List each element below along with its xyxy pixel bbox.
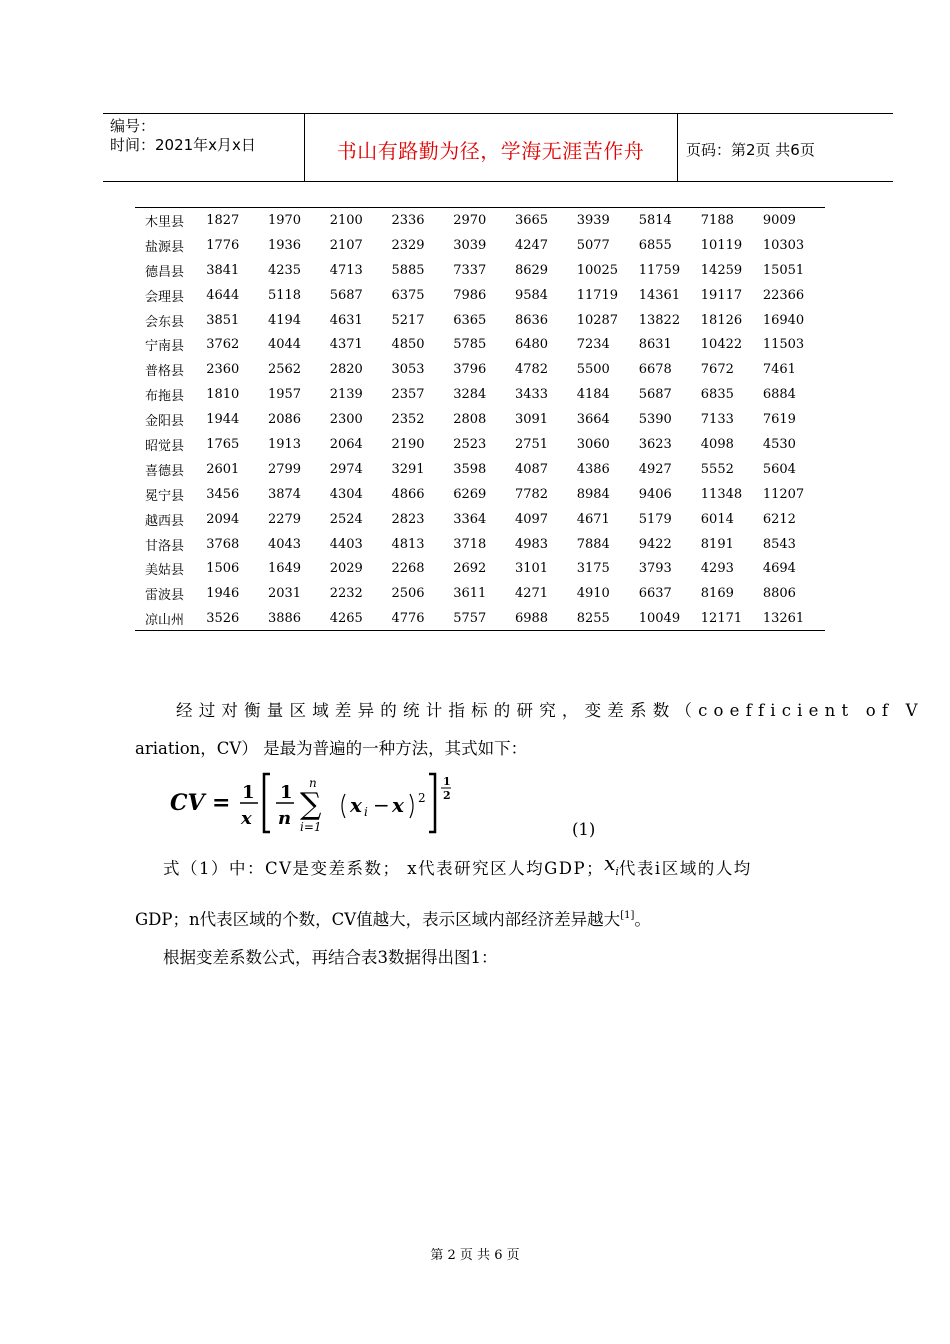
gdp-value-cell: 6365 xyxy=(453,312,487,328)
gdp-value-cell: 5687 xyxy=(638,387,672,403)
gdp-value-cell: 3939 xyxy=(576,212,610,228)
gdp-value-cell: 3623 xyxy=(638,436,672,452)
gdp-value-cell: 5604 xyxy=(762,461,796,477)
formula-right-bracket xyxy=(429,774,435,832)
header-time-label: 时间：2021年x月x日 xyxy=(110,136,256,154)
formula-right-paren xyxy=(410,794,413,818)
gdp-value-cell: 7672 xyxy=(700,362,734,378)
table-row xyxy=(135,357,825,382)
table-row xyxy=(135,432,825,457)
gdp-value-cell: 11719 xyxy=(576,287,619,303)
gdp-value-cell: 5552 xyxy=(700,461,734,477)
gdp-value-cell: 11503 xyxy=(762,337,805,353)
formula-exp-den: 2 xyxy=(443,789,451,802)
gdp-value-cell: 1970 xyxy=(267,212,302,228)
gdp-value-cell: 6269 xyxy=(453,486,487,502)
table-row xyxy=(135,233,825,258)
gdp-value-cell: 2300 xyxy=(329,412,363,428)
gdp-value-cell: 2692 xyxy=(453,561,487,577)
county-name-cell: 德昌县 xyxy=(145,264,185,280)
gdp-value-cell: 8631 xyxy=(638,337,672,353)
gdp-value-cell: 3874 xyxy=(267,486,302,502)
citation-ref[interactable]: [1] xyxy=(620,910,635,921)
formula-left-paren xyxy=(342,794,345,818)
gdp-value-cell: 8984 xyxy=(576,486,610,502)
gdp-value-cell: 11348 xyxy=(700,486,743,502)
gdp-value-cell: 7133 xyxy=(700,412,734,428)
gdp-value-cell: 3039 xyxy=(453,237,487,253)
gdp-value-cell: 9406 xyxy=(638,486,672,502)
paragraph-definition-b: 代表i区域的人均 xyxy=(618,859,752,878)
gdp-value-cell: 10303 xyxy=(762,237,805,253)
formula-frac2-num: 1 xyxy=(280,782,293,803)
paragraph-figure-intro: 根据变差系数公式，再结合表3数据得出图1： xyxy=(163,948,498,967)
formula-square: 2 xyxy=(418,791,426,805)
gdp-value-cell: 1649 xyxy=(267,561,302,577)
header-bottom-rule xyxy=(103,181,893,182)
gdp-value-cell: 2524 xyxy=(329,511,363,527)
gdp-value-cell: 4983 xyxy=(514,536,549,552)
gdp-value-cell: 2029 xyxy=(329,561,363,577)
gdp-value-cell: 3060 xyxy=(576,436,610,452)
table-row xyxy=(135,457,825,482)
gdp-value-cell: 4403 xyxy=(329,536,363,552)
gdp-value-cell: 5179 xyxy=(638,511,672,527)
county-name-cell: 木里县 xyxy=(145,214,185,230)
gdp-value-cell: 4098 xyxy=(700,436,734,452)
gdp-value-cell: 2268 xyxy=(391,561,425,577)
county-name-cell: 冕宁县 xyxy=(145,488,185,504)
gdp-value-cell: 4694 xyxy=(762,561,796,577)
gdp-value-cell: 7782 xyxy=(514,486,549,502)
gdp-value-cell: 13822 xyxy=(638,312,681,328)
gdp-value-cell: 13261 xyxy=(762,611,805,627)
gdp-value-cell: 8191 xyxy=(700,536,734,552)
gdp-value-cell: 4293 xyxy=(700,561,734,577)
gdp-value-cell: 6014 xyxy=(700,511,734,527)
gdp-value-cell: 2107 xyxy=(329,237,363,253)
gdp-value-cell: 3091 xyxy=(514,412,549,428)
header-divider-right xyxy=(677,113,678,181)
gdp-value-cell: 16940 xyxy=(762,312,805,328)
table-row xyxy=(135,606,825,631)
gdp-value-cell: 19117 xyxy=(700,287,743,303)
gdp-value-cell: 5785 xyxy=(453,337,487,353)
gdp-value-cell: 1944 xyxy=(206,412,240,428)
gdp-value-cell: 4044 xyxy=(267,337,302,353)
header-number-label: 编号： xyxy=(110,117,156,135)
gdp-value-cell: 12171 xyxy=(700,611,743,627)
gdp-value-cell: 3886 xyxy=(267,611,302,627)
cv-formula xyxy=(170,770,470,836)
formula-exp-num: 1 xyxy=(443,775,451,788)
gdp-value-cell: 8169 xyxy=(700,586,734,602)
gdp-value-cell: 5687 xyxy=(329,287,363,303)
gdp-value-cell: 2974 xyxy=(329,461,363,477)
gdp-value-cell: 2094 xyxy=(206,511,240,527)
gdp-value-cell: 22366 xyxy=(762,287,805,303)
gdp-value-cell: 1946 xyxy=(206,586,240,602)
gdp-value-cell: 7461 xyxy=(762,362,796,378)
gdp-value-cell: 7619 xyxy=(762,412,796,428)
formula-frac2-den: n xyxy=(278,808,292,829)
table-row xyxy=(135,308,825,333)
table-row xyxy=(135,556,825,581)
county-name-cell: 凉山州 xyxy=(145,613,185,629)
gdp-value-cell: 2232 xyxy=(329,586,363,602)
gdp-value-cell: 2139 xyxy=(329,387,363,403)
gdp-value-cell: 2100 xyxy=(329,212,363,228)
gdp-table xyxy=(135,208,825,631)
gdp-value-cell: 1827 xyxy=(206,212,240,228)
gdp-value-cell: 1776 xyxy=(206,237,240,253)
formula-equals: = xyxy=(212,790,231,816)
table-row xyxy=(135,482,825,507)
gdp-value-cell: 4671 xyxy=(576,511,610,527)
gdp-value-cell: 5118 xyxy=(267,287,302,303)
gdp-value-cell: 2329 xyxy=(391,237,425,253)
county-name-cell: 普格县 xyxy=(145,364,185,380)
paragraph-intro: 经过对衡量区域差异的统计指标的研究，变差系数（coefficient of V xyxy=(176,701,924,720)
county-name-cell: 越西县 xyxy=(145,513,185,529)
gdp-value-cell: 9422 xyxy=(638,536,672,552)
gdp-value-cell: 2751 xyxy=(514,436,549,452)
gdp-value-cell: 4247 xyxy=(514,237,549,253)
gdp-value-cell: 3433 xyxy=(514,387,549,403)
gdp-value-cell: 4265 xyxy=(329,611,363,627)
gdp-value-cell: 3598 xyxy=(453,461,487,477)
gdp-value-cell: 6884 xyxy=(762,387,796,403)
gdp-value-cell: 2086 xyxy=(267,412,302,428)
gdp-value-cell: 4386 xyxy=(576,461,610,477)
gdp-value-cell: 3175 xyxy=(576,561,610,577)
gdp-value-cell: 6212 xyxy=(762,511,796,527)
gdp-value-cell: 3364 xyxy=(453,511,487,527)
paragraph-definition-a: 式（1）中：CV是变差系数； x代表研究区人均GDP； xyxy=(163,859,605,878)
county-name-cell: 雷波县 xyxy=(145,588,185,604)
table-row xyxy=(135,581,825,606)
table-row xyxy=(135,283,825,308)
gdp-value-cell: 9009 xyxy=(762,212,796,228)
gdp-value-cell: 1957 xyxy=(267,387,302,403)
gdp-value-cell: 2820 xyxy=(329,362,363,378)
county-name-cell: 金阳县 xyxy=(145,414,185,430)
gdp-value-cell: 4813 xyxy=(391,536,425,552)
table-row xyxy=(135,532,825,557)
table-row xyxy=(135,382,825,407)
gdp-value-cell: 3291 xyxy=(391,461,425,477)
paragraph-intro-cont: ariation，CV） 是最为普遍的一种方法，其式如下： xyxy=(135,739,528,758)
gdp-value-cell: 6835 xyxy=(700,387,734,403)
gdp-value-cell: 9584 xyxy=(514,287,549,303)
gdp-value-cell: 14259 xyxy=(700,262,743,278)
gdp-value-cell: 3526 xyxy=(206,611,240,627)
gdp-value-cell: 6678 xyxy=(638,362,672,378)
paragraph-definition xyxy=(163,851,752,882)
gdp-value-cell: 2523 xyxy=(453,436,487,452)
gdp-value-cell: 2562 xyxy=(267,362,302,378)
gdp-value-cell: 11759 xyxy=(638,262,681,278)
gdp-value-cell: 2190 xyxy=(391,436,425,452)
header-top-rule xyxy=(103,113,893,114)
gdp-value-cell: 1506 xyxy=(206,561,240,577)
formula-sum-top: n xyxy=(309,776,317,790)
gdp-value-cell: 2352 xyxy=(391,412,425,428)
gdp-value-cell: 4371 xyxy=(329,337,363,353)
xi-symbol: $x_i$ xyxy=(604,851,619,878)
county-name-cell: 美姑县 xyxy=(145,563,185,579)
county-name-cell: 盐源县 xyxy=(145,239,185,255)
county-name-cell: 甘洛县 xyxy=(145,538,185,554)
gdp-value-cell: 6375 xyxy=(391,287,425,303)
gdp-value-cell: 4304 xyxy=(329,486,363,502)
gdp-value-cell: 7188 xyxy=(700,212,734,228)
formula-xi: x xyxy=(350,793,362,817)
gdp-value-cell: 10422 xyxy=(700,337,743,353)
gdp-value-cell: 1936 xyxy=(267,237,302,253)
formula-lhs: CV xyxy=(170,790,205,816)
page-footer: 第 2 页 共 6 页 xyxy=(430,1248,520,1263)
gdp-value-cell: 3796 xyxy=(453,362,487,378)
formula-frac1-num: 1 xyxy=(242,782,255,803)
gdp-value-cell: 3456 xyxy=(206,486,240,502)
gdp-value-cell: 2357 xyxy=(391,387,425,403)
gdp-value-cell: 1765 xyxy=(206,436,240,452)
gdp-value-cell: 7986 xyxy=(453,287,487,303)
county-name-cell: 会东县 xyxy=(145,314,185,330)
table-bottom-rule xyxy=(135,630,825,631)
gdp-value-cell: 4850 xyxy=(391,337,425,353)
header-page-code: 页码：第2页 共6页 xyxy=(686,141,815,159)
gdp-value-cell: 5885 xyxy=(391,262,425,278)
table-row xyxy=(135,332,825,357)
gdp-value-cell: 3284 xyxy=(453,387,487,403)
gdp-value-cell: 3841 xyxy=(206,262,240,278)
table-row xyxy=(135,208,825,233)
gdp-value-cell: 3611 xyxy=(453,586,487,602)
gdp-value-cell: 2601 xyxy=(206,461,240,477)
gdp-value-cell: 6855 xyxy=(638,237,672,253)
formula-xi-sub: i xyxy=(364,805,368,819)
county-name-cell: 布拖县 xyxy=(145,389,185,405)
formula-sum-bottom: i=1 xyxy=(300,820,322,834)
gdp-value-cell: 6637 xyxy=(638,586,672,602)
gdp-value-cell: 10049 xyxy=(638,611,681,627)
gdp-value-cell: 5500 xyxy=(576,362,610,378)
gdp-value-cell: 4713 xyxy=(329,262,363,278)
gdp-value-cell: 2360 xyxy=(206,362,240,378)
gdp-value-cell: 4866 xyxy=(391,486,425,502)
gdp-value-cell: 2336 xyxy=(391,212,425,228)
gdp-value-cell: 4043 xyxy=(267,536,302,552)
gdp-value-cell: 3665 xyxy=(514,212,549,228)
gdp-value-cell: 2823 xyxy=(391,511,425,527)
formula-x-mean: x xyxy=(392,793,404,817)
formula-frac1-den: x xyxy=(241,808,252,829)
gdp-value-cell: 3101 xyxy=(514,561,549,577)
equation-number: (1) xyxy=(572,820,596,839)
gdp-value-cell: 2970 xyxy=(453,212,487,228)
gdp-value-cell: 3762 xyxy=(206,337,240,353)
gdp-value-cell: 3768 xyxy=(206,536,240,552)
county-name-cell: 会理县 xyxy=(145,289,185,305)
formula-minus: − xyxy=(373,793,390,817)
gdp-value-cell: 8255 xyxy=(576,611,610,627)
gdp-value-cell: 18126 xyxy=(700,312,743,328)
gdp-value-cell: 8629 xyxy=(514,262,549,278)
table-row xyxy=(135,258,825,283)
gdp-value-cell: 3664 xyxy=(576,412,610,428)
gdp-value-cell: 14361 xyxy=(638,287,681,303)
gdp-value-cell: 7884 xyxy=(576,536,610,552)
gdp-value-cell: 4530 xyxy=(762,436,796,452)
gdp-value-cell: 4782 xyxy=(514,362,549,378)
county-name-cell: 喜德县 xyxy=(145,463,185,479)
gdp-value-cell: 4097 xyxy=(514,511,549,527)
gdp-value-cell: 10025 xyxy=(576,262,619,278)
gdp-value-cell: 4776 xyxy=(391,611,425,627)
county-name-cell: 宁南县 xyxy=(145,339,185,355)
gdp-value-cell: 11207 xyxy=(762,486,805,502)
gdp-value-cell: 8636 xyxy=(514,312,549,328)
paragraph-definition-cont: GDP；n代表区域的个数，CV值越大，表示区域内部经济差异越大[1]。 xyxy=(135,910,651,929)
gdp-value-cell: 5757 xyxy=(453,611,487,627)
gdp-value-cell: 7337 xyxy=(453,262,487,278)
gdp-value-cell: 10119 xyxy=(700,237,743,253)
gdp-value-cell: 6480 xyxy=(514,337,549,353)
gdp-value-cell: 5390 xyxy=(638,412,672,428)
gdp-value-cell: 2279 xyxy=(267,511,302,527)
gdp-value-cell: 3793 xyxy=(638,561,672,577)
gdp-value-cell: 10287 xyxy=(576,312,619,328)
gdp-value-cell: 5217 xyxy=(391,312,425,328)
gdp-value-cell: 3718 xyxy=(453,536,487,552)
gdp-value-cell: 3851 xyxy=(206,312,240,328)
gdp-value-cell: 4631 xyxy=(329,312,363,328)
gdp-value-cell: 6988 xyxy=(514,611,549,627)
formula-sigma: ∑ xyxy=(300,787,322,822)
gdp-value-cell: 1810 xyxy=(206,387,240,403)
gdp-value-cell: 4910 xyxy=(576,586,610,602)
gdp-value-cell: 4644 xyxy=(206,287,240,303)
gdp-value-cell: 5077 xyxy=(576,237,610,253)
gdp-value-cell: 4194 xyxy=(267,312,302,328)
gdp-value-cell: 4087 xyxy=(514,461,549,477)
gdp-value-cell: 8806 xyxy=(762,586,796,602)
gdp-value-cell: 4235 xyxy=(267,262,302,278)
header-motto: 书山有路勤为径，学海无涯苦作舟 xyxy=(336,139,645,163)
table-row xyxy=(135,507,825,532)
gdp-value-cell: 2064 xyxy=(329,436,363,452)
gdp-value-cell: 2031 xyxy=(267,586,302,602)
gdp-value-cell: 2799 xyxy=(267,461,302,477)
gdp-value-cell: 4271 xyxy=(514,586,549,602)
gdp-value-cell: 8543 xyxy=(762,536,796,552)
gdp-value-cell: 5814 xyxy=(638,212,672,228)
table-row xyxy=(135,407,825,432)
gdp-value-cell: 2506 xyxy=(391,586,425,602)
gdp-value-cell: 2808 xyxy=(453,412,487,428)
gdp-value-cell: 15051 xyxy=(762,262,805,278)
gdp-value-cell: 4927 xyxy=(638,461,672,477)
header-meta xyxy=(110,117,256,155)
gdp-value-cell: 7234 xyxy=(576,337,610,353)
gdp-value-cell: 1913 xyxy=(267,436,302,452)
formula-left-bracket xyxy=(264,774,270,832)
county-name-cell: 昭觉县 xyxy=(145,438,185,454)
gdp-value-cell: 3053 xyxy=(391,362,425,378)
gdp-value-cell: 4184 xyxy=(576,387,610,403)
